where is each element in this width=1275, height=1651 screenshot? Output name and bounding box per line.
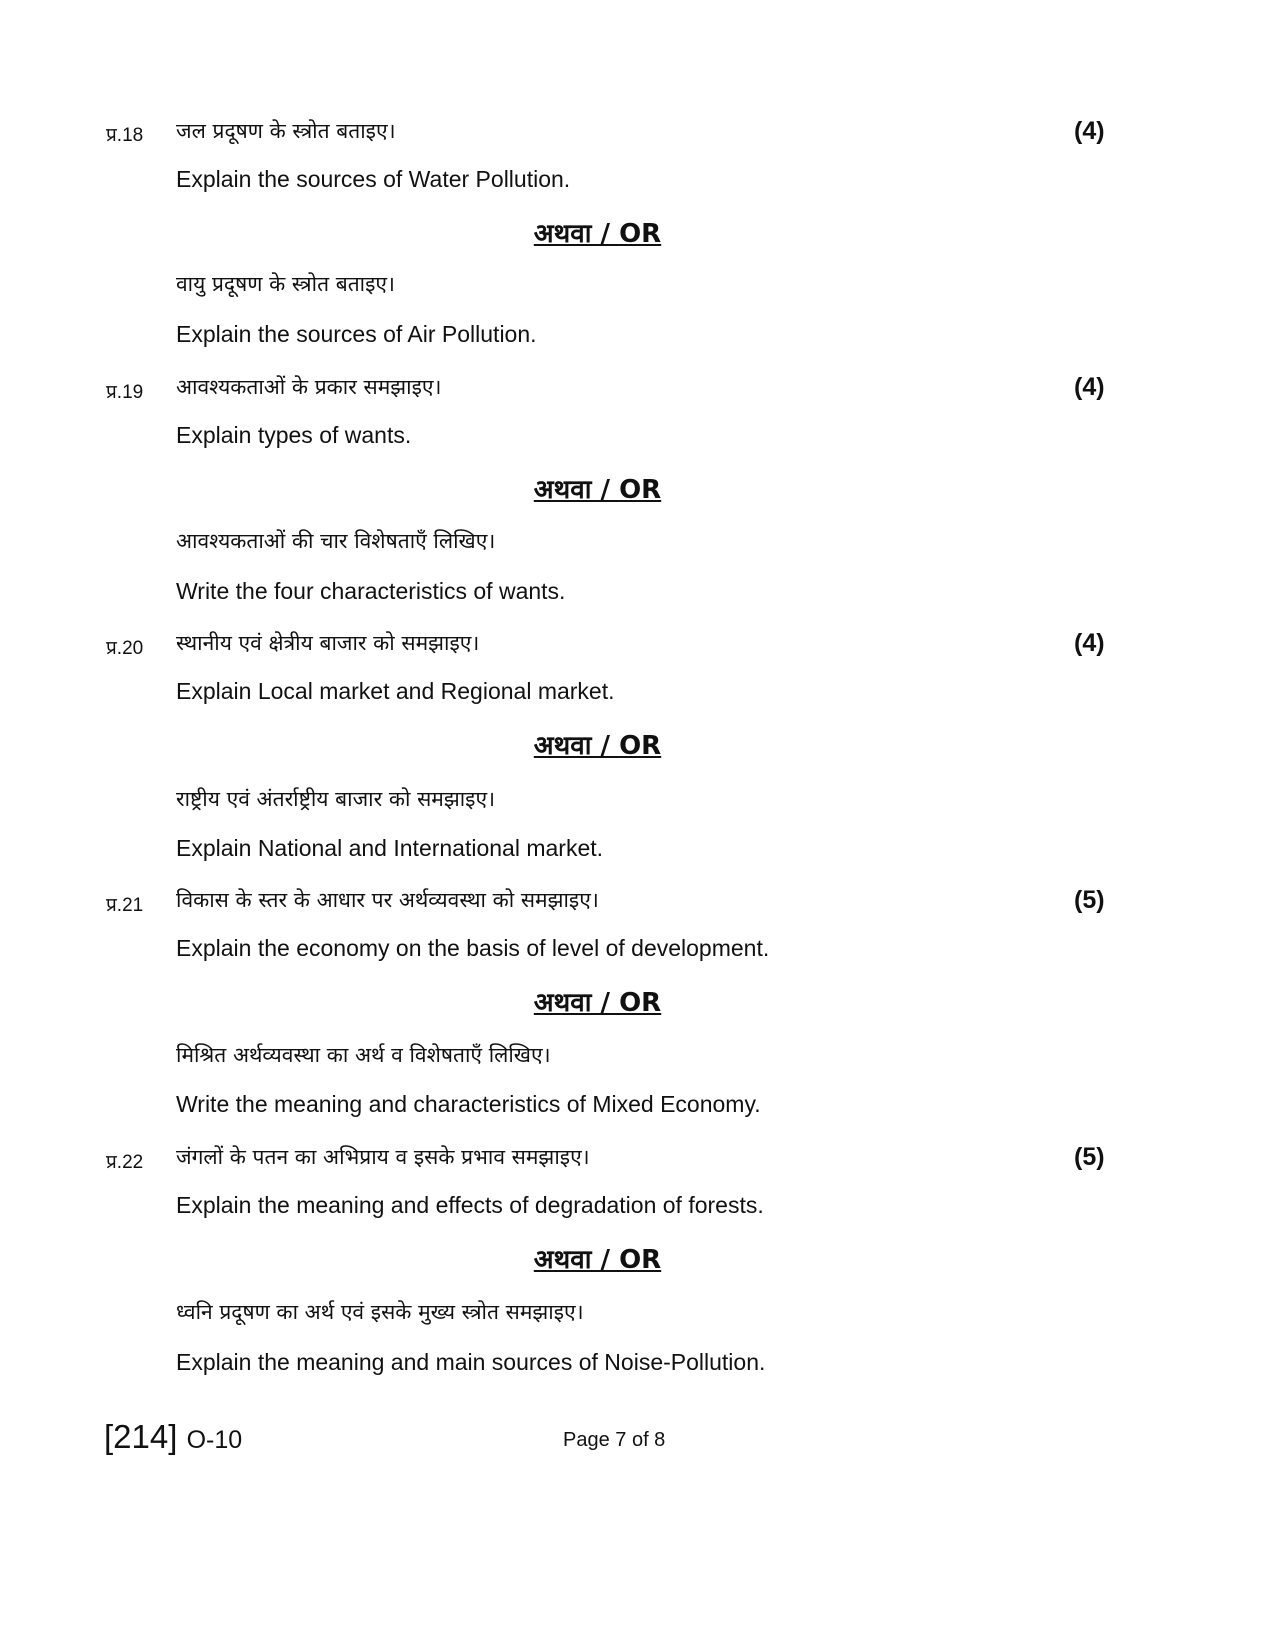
alternative-text-english: Write the meaning and characteristics of Mixed Economy. <box>176 1091 761 1117</box>
or-divider: अथवा / OR <box>533 219 662 249</box>
or-divider: अथवा / OR <box>533 1245 662 1275</box>
question-number: प्र.21 <box>106 895 144 916</box>
alternative-text-hindi: आवश्यकताओं की चार विशेषताएँ लिखिए। <box>176 529 496 553</box>
question-marks: (4) <box>1074 117 1105 145</box>
alternative-text-english: Explain National and International market. <box>176 835 604 861</box>
question-text-english: Explain the economy on the basis of level of development. <box>176 935 770 961</box>
paper-code-number: [214] <box>104 1418 178 1455</box>
question-marks: (4) <box>1074 629 1105 657</box>
question-text-english: Explain types of wants. <box>176 422 412 448</box>
question-text-hindi: स्थानीय एवं क्षेत्रीय बाजार को समझाइए। <box>176 631 480 655</box>
question-number: प्र.20 <box>106 638 144 659</box>
paper-subcode: O-10 <box>186 1426 243 1454</box>
alternative-text-english: Explain the sources of Air Pollution. <box>176 321 537 347</box>
or-divider: अथवा / OR <box>533 988 662 1018</box>
or-divider: अथवा / OR <box>533 475 662 505</box>
question-text-english: Explain the sources of Water Pollution. <box>176 166 571 192</box>
page-number: Page 7 of 8 <box>563 1429 666 1451</box>
question-number: प्र.19 <box>106 382 144 403</box>
or-divider: अथवा / OR <box>533 731 662 761</box>
question-number: प्र.22 <box>106 1152 144 1173</box>
alternative-text-hindi: ध्वनि प्रदूषण का अर्थ एवं इसके मुख्य स्त्रोत समझाइए। <box>176 1300 584 1324</box>
question-marks: (4) <box>1074 373 1105 401</box>
question-text-hindi: जल प्रदूषण के स्त्रोत बताइए। <box>176 119 396 143</box>
alternative-text-hindi: मिश्रित अर्थव्यवस्था का अर्थ व विशेषताएँ लिखिए। <box>176 1043 551 1067</box>
question-text-english: Explain Local market and Regional market. <box>176 678 615 704</box>
question-number: प्र.18 <box>106 125 144 146</box>
question-text-hindi: जंगलों के पतन का अभिप्राय व इसके प्रभाव समझाइए। <box>176 1145 590 1169</box>
alternative-text-hindi: राष्ट्रीय एवं अंतर्राष्ट्रीय बाजार को समझाइए। <box>176 787 496 811</box>
question-marks: (5) <box>1074 1143 1105 1171</box>
alternative-text-english: Write the four characteristics of wants. <box>176 578 566 604</box>
question-text-english: Explain the meaning and effects of degradation of forests. <box>176 1192 764 1218</box>
paper-code <box>104 1418 242 1456</box>
question-text-hindi: आवश्यकताओं के प्रकार समझाइए। <box>176 375 442 399</box>
question-text-hindi: विकास के स्तर के आधार पर अर्थव्यवस्था को समझाइए। <box>176 888 599 912</box>
alternative-text-hindi: वायु प्रदूषण के स्त्रोत बताइए। <box>176 272 395 296</box>
alternative-text-english: Explain the meaning and main sources of Noise-Pollution. <box>176 1349 766 1375</box>
question-marks: (5) <box>1074 886 1105 914</box>
